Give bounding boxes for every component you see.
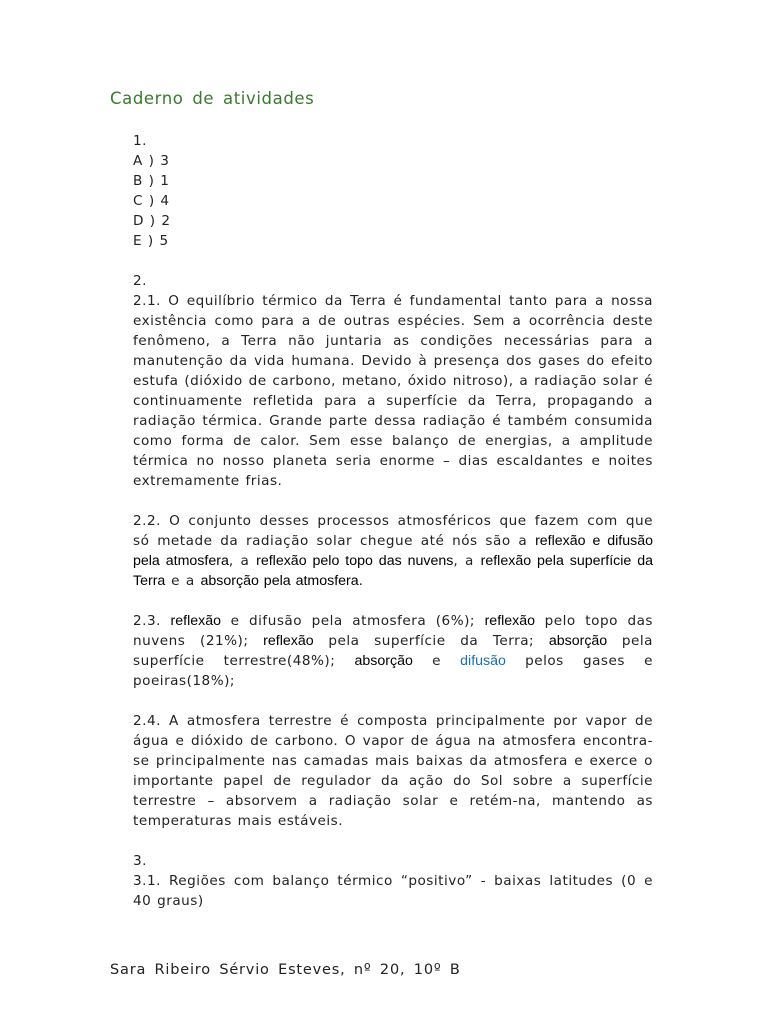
- document-title: Caderno de atividades: [110, 89, 315, 108]
- answer-b: B ) 1: [133, 173, 170, 189]
- p22-sep1: , a: [228, 553, 257, 569]
- p23-text-6: pelos gases e poeiras(18%);: [133, 653, 654, 689]
- paragraph-2-1: 2.1. O equilíbrio térmico da Terra é fundamental tanto para a nossa existência como para a de outras espécies. Sem a ocorrência deste fenômeno, a Terra não juntaria as condições necessárias para a manutenção da vida humana. Devido à presença dos gases do efeito estufa (dióxido de carbono, metano, óxido nitroso), a radiação solar é continuamente refletida para a superfície da Terra, propagando a radiação térmica. Grande parte dessa radiação é também consumida como forma de calor. Sem esse balanço de energias, a amplitude térmica no nosso planeta seria enorme – dias escaldantes e noites extremamente frias.: [133, 293, 653, 489]
- keyword-difusao: difusão: [460, 653, 506, 669]
- p23-text-1: e difusão pela atmosfera (6%);: [221, 613, 485, 629]
- answer-d: D ) 2: [133, 213, 171, 229]
- keyword-reflexao-nuvens: reflexão pelo topo das nuvens: [256, 553, 454, 569]
- keyword-reflexao-2: reflexão: [484, 613, 536, 629]
- p22-intro: 2.2. O conjunto desses processos atmosféricos que fazem com que só metade da radiação solar chegue até nós são a: [133, 513, 653, 549]
- paragraph-3-1: 3.1. Regiões com balanço térmico “positivo” - baixas latitudes (0 e 40 graus): [133, 873, 653, 909]
- paragraph-2-2: [133, 511, 653, 591]
- p22-end: .: [358, 573, 364, 589]
- p23-text-2: pelo topo das nuvens (21%);: [133, 613, 654, 649]
- keyword-absorcao-atmosfera: absorção pela atmosfera: [200, 573, 359, 589]
- paragraph-2-4: 2.4. A atmosfera terrestre é composta principalmente por vapor de água e dióxido de carbono. O vapor de água na atmosfera encontra-se principalmente nas camadas mais baixas da atmosfera e exerce o importante papel de regulador da ação do Sol sobre a superfície terrestre – absorvem a radiação solar e retém-na, mantendo as temperaturas mais estáveis.: [133, 713, 653, 829]
- p23-text-3: pela superfície da Terra;: [313, 633, 549, 649]
- answer-a: A ) 3: [133, 153, 170, 169]
- keyword-reflexao-difusao: reflexão e difusão pela atmosfera: [133, 533, 653, 569]
- question-3: [133, 851, 653, 911]
- question-3-number: 3.: [133, 853, 147, 869]
- keyword-reflexao-1: reflexão: [170, 613, 221, 629]
- paragraph-2-3: [133, 611, 653, 691]
- keyword-reflexao-3: reflexão: [263, 633, 314, 649]
- document-body: [133, 131, 653, 911]
- keyword-reflexao-superficie: reflexão pela superfície da Terra: [133, 553, 653, 589]
- p22-sep2: , a: [453, 553, 481, 569]
- answer-e: E ) 5: [133, 233, 169, 249]
- question-2-number: 2.: [133, 273, 147, 289]
- question-1: [133, 131, 653, 251]
- p23-intro: 2.3.: [133, 613, 171, 629]
- answer-c: C ) 4: [133, 193, 170, 209]
- question-1-number: 1.: [133, 133, 147, 149]
- p23-text-5: e: [412, 653, 461, 669]
- p22-sep3: e a: [165, 573, 201, 589]
- p23-text-4: pela superfície terrestre(48%);: [133, 633, 653, 669]
- author-footer: Sara Ribeiro Sérvio Esteves, nº 20, 10º B: [110, 962, 461, 978]
- keyword-absorcao-2: absorção: [354, 653, 413, 669]
- question-2: [133, 271, 653, 831]
- keyword-absorcao-1: absorção: [548, 633, 608, 649]
